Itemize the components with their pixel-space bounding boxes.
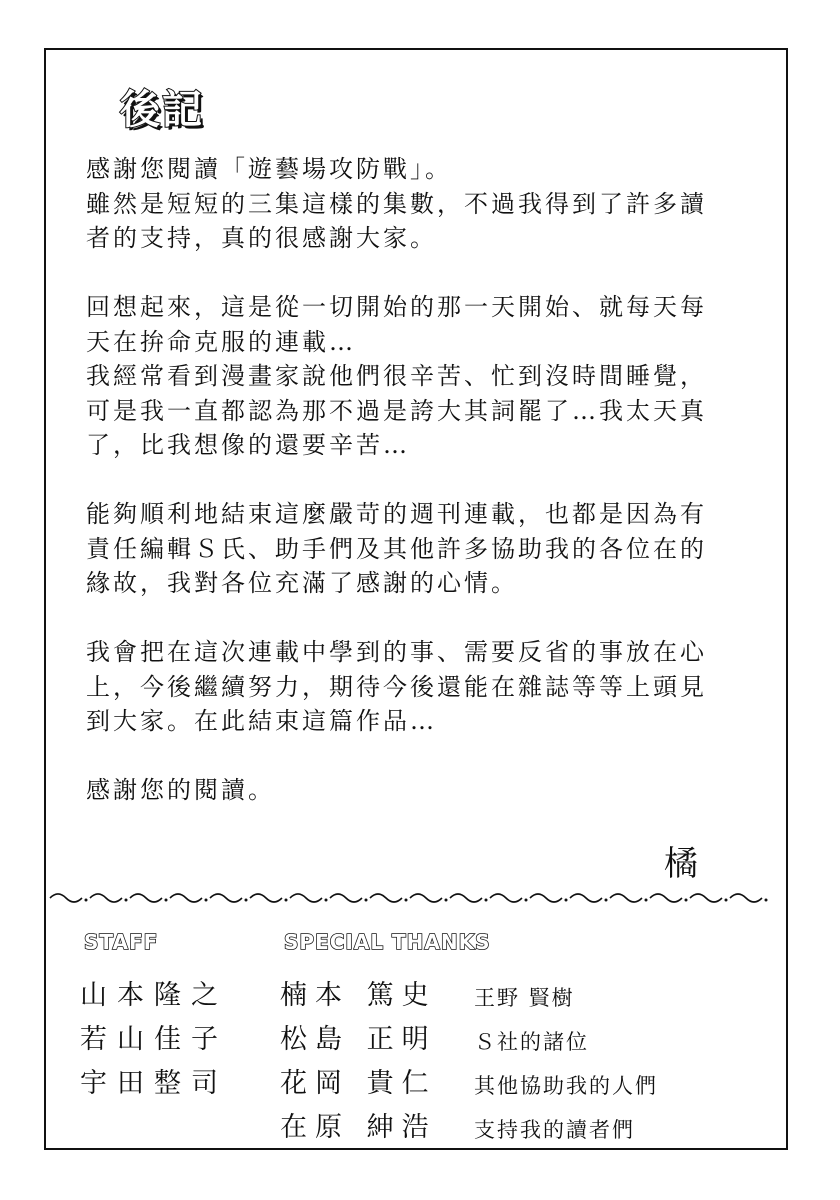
thanks-name: 松島 正明: [280, 1024, 437, 1055]
thanks-entry: 其他協助我的人們: [474, 1074, 658, 1098]
staff-name: 山本隆之: [80, 980, 228, 1011]
wavy-divider: [46, 888, 786, 908]
staff-heading: STAFF: [84, 930, 159, 954]
special-thanks-heading: SPECIAL THANKS: [284, 930, 491, 954]
staff-name: 宇田整司: [80, 1068, 228, 1099]
paragraph-2: [86, 290, 766, 463]
thanks-entry: Ｓ社的諸位: [474, 1030, 589, 1054]
paragraph-4: [86, 635, 766, 739]
text-line: 緣故，我對各位充滿了感謝的心情。: [86, 569, 518, 597]
text-line: 感謝您閱讀「遊藝場攻防戰」。: [86, 155, 452, 183]
thanks-entry: 王野 賢樹: [474, 986, 575, 1010]
thanks-entry: 支持我的讀者們: [474, 1118, 635, 1142]
text-line: 天在拚命克服的連載…: [86, 327, 356, 356]
paragraph-3: [86, 497, 766, 601]
text-line: 者的支持，真的很感謝大家。: [86, 224, 437, 252]
paragraph-1: [86, 152, 766, 256]
text-line: 我會把在這次連載中學到的事、需要反省的事放在心: [86, 638, 707, 666]
author-signature: 橘: [664, 844, 698, 884]
text-line: 到大家。在此結束這篇作品…: [86, 707, 437, 735]
special-thanks-others: [474, 976, 658, 1152]
text-line: 雖然是短短的三集這樣的集數，不過我得到了許多讀: [86, 189, 707, 218]
afterword-title: 後記: [120, 87, 204, 133]
staff-list: [80, 974, 228, 1106]
text-line: 責任編輯Ｓ氏、助手們及其他許多協助我的各位在的: [86, 534, 707, 563]
special-thanks-people: [280, 974, 437, 1150]
paragraph-5: [86, 773, 766, 808]
thanks-name: 楠本 篤史: [280, 980, 437, 1011]
thanks-name: 花岡 貴仁: [280, 1068, 437, 1099]
text-line: 可是我一直都認為那不過是誇大其詞罷了…我太天真: [86, 396, 707, 425]
text-line: 感謝您的閱讀。: [86, 776, 275, 804]
text-line: 了，比我想像的還要辛苦…: [86, 431, 410, 459]
text-line: 上，今後繼續努力，期待今後還能在雜誌等等上頭見: [86, 672, 707, 701]
staff-name: 若山佳子: [80, 1024, 228, 1055]
text-line: 我經常看到漫畫家說他們很辛苦、忙到沒時間睡覺，: [86, 362, 707, 390]
text-line: 能夠順利地結束這麼嚴苛的週刊連載，也都是因為有: [86, 500, 707, 528]
text-line: 回想起來，這是從一切開始的那一天開始、就每天每: [86, 293, 707, 321]
thanks-name: 在原 紳浩: [280, 1112, 437, 1143]
afterword-body: [86, 152, 766, 842]
